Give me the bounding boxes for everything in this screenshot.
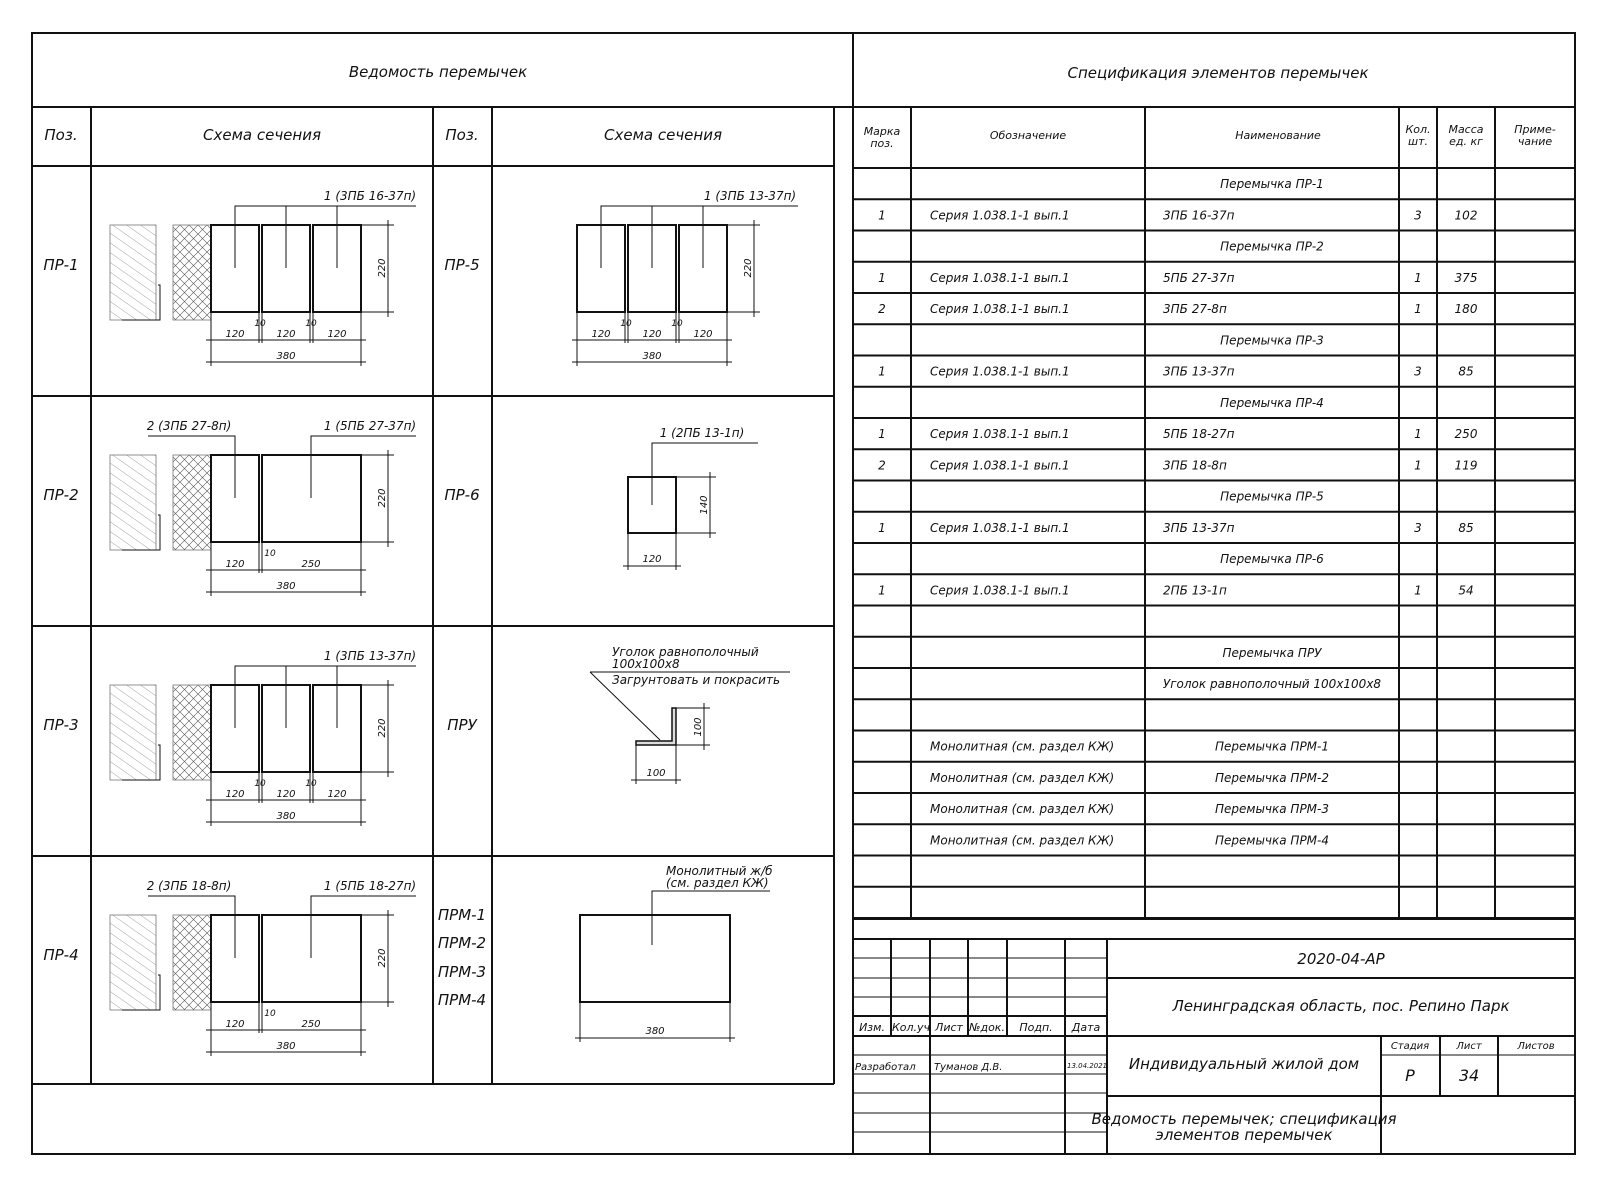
- tb-date: 13.04.2021: [1067, 1062, 1108, 1070]
- tb-doc-title: Ведомость перемычек; спецификация: [1091, 1110, 1397, 1128]
- spec-cell-designation: Серия 1.038.1-1 вып.1: [930, 270, 1070, 285]
- spec-cell-mass: 102: [1454, 208, 1478, 223]
- tb-data: Дата: [1071, 1021, 1101, 1034]
- spec-cell-qty: 3: [1414, 208, 1422, 223]
- pos-prm1: ПРМ-1: [437, 906, 487, 924]
- spec-cell-qty: 1: [1414, 427, 1422, 442]
- pos-prm4: ПРМ-4: [437, 991, 487, 1009]
- tb-sheet: 34: [1458, 1066, 1480, 1085]
- spec-cell-qty: 3: [1414, 364, 1422, 379]
- spec-cell-name: Перемычка ПР-3: [1220, 333, 1324, 348]
- dim: 120: [591, 329, 611, 340]
- spec-cell-qty: 1: [1414, 583, 1422, 598]
- dim-width: 380: [645, 1026, 665, 1037]
- note-monolithic: Монолитный ж/б: [666, 864, 773, 878]
- spec-cell-designation: Монолитная (см. раздел КЖ): [930, 802, 1115, 817]
- dim: 120: [276, 329, 296, 340]
- callout-label: 1 (3ПБ 13-37п): [703, 189, 797, 203]
- spec-cell-pos: 2: [878, 302, 886, 317]
- hdr-mass: Масса: [1448, 123, 1484, 136]
- spec-cell-name: 3ПБ 13-37п: [1163, 520, 1235, 535]
- spec-cell-name: 5ПБ 27-37п: [1163, 270, 1235, 285]
- hdr-mark: Марка: [863, 125, 901, 138]
- dim-height: 220: [743, 258, 754, 278]
- spec-cell-designation: Монолитная (см. раздел КЖ): [930, 833, 1115, 848]
- tb-stage: Р: [1405, 1066, 1415, 1085]
- spec-cell-pos: 1: [878, 520, 886, 535]
- dim-height: 100: [693, 717, 704, 737]
- tb-doc-title-2: элементов перемычек: [1155, 1126, 1333, 1144]
- spec-title: Спецификация элементов перемычек: [1067, 64, 1369, 82]
- hdr-mass-2: ед. кг: [1449, 135, 1483, 148]
- spec-cell-designation: Монолитная (см. раздел КЖ): [930, 739, 1115, 754]
- tb-code: 2020-04-АР: [1297, 950, 1385, 968]
- dim-width: 100: [646, 768, 666, 779]
- dim: 120: [327, 329, 347, 340]
- spec-cell-designation: Серия 1.038.1-1 вып.1: [930, 520, 1070, 535]
- spec-cell-name: Перемычка ПРМ-4: [1214, 833, 1330, 848]
- dim-height: 220: [377, 488, 388, 508]
- wall-hatch: [110, 225, 156, 320]
- scheme-pr2: [110, 419, 416, 596]
- pos-prm2: ПРМ-2: [437, 934, 487, 952]
- hdr-qty-2: шт.: [1408, 135, 1428, 148]
- note-angle-size: 100х100х8: [612, 657, 680, 671]
- dim: 10: [254, 779, 266, 789]
- hdr-mark-2: поз.: [870, 137, 894, 150]
- dim-height: 220: [377, 718, 388, 738]
- dim: 10: [254, 319, 266, 329]
- spec-cell-designation: Серия 1.038.1-1 вып.1: [930, 364, 1070, 379]
- callout-label: 2 (3ПБ 18-8п): [146, 879, 232, 893]
- angle-profile: [636, 708, 676, 745]
- spec-cell-qty: 3: [1414, 520, 1422, 535]
- spec-cell-designation: Монолитная (см. раздел КЖ): [930, 770, 1115, 785]
- spec-cell-name: 3ПБ 13-37п: [1163, 364, 1235, 379]
- dim-height: 220: [377, 948, 388, 968]
- callout-label: 1 (5ПБ 18-27п): [323, 879, 417, 893]
- spec-cell-name: 3ПБ 16-37п: [1163, 208, 1235, 223]
- spec-cell-pos: 2: [878, 458, 886, 473]
- pos-pr5: ПР-5: [444, 256, 480, 274]
- spec-cell-name: Перемычка ПР-2: [1220, 239, 1324, 254]
- spec-cell-mass: 85: [1458, 364, 1474, 379]
- callout-label: 1 (3ПБ 16-37п): [323, 189, 417, 203]
- spec-cell-pos: 1: [878, 208, 886, 223]
- scheme-pr3: [110, 649, 416, 826]
- tb-sheets-label: Листов: [1517, 1041, 1555, 1052]
- tb-sheet-label: Лист: [1456, 1041, 1482, 1052]
- spec-cell-name: Перемычка ПРМ-3: [1214, 802, 1330, 817]
- dim: 250: [301, 1019, 321, 1030]
- scheme-pru: [590, 645, 790, 784]
- dim: 120: [642, 329, 662, 340]
- spec-cell-pos: 1: [878, 364, 886, 379]
- tb-ndok: №док.: [969, 1021, 1005, 1034]
- pos-prm3: ПРМ-3: [437, 963, 487, 981]
- tb-izm: Изм.: [859, 1021, 885, 1034]
- scheme-pr6: [623, 426, 758, 570]
- insulation-hatch: [173, 455, 211, 550]
- col-scheme-header-2: Схема сечения: [603, 126, 723, 144]
- hdr-note: Приме-: [1514, 123, 1556, 136]
- tb-role: Разработал: [855, 1062, 916, 1073]
- dim-height: 140: [699, 495, 710, 515]
- spec-cell-mass: 250: [1454, 427, 1478, 442]
- note-paint: Загрунтовать и покрасить: [612, 673, 781, 687]
- spec-cell-pos: 1: [878, 583, 886, 598]
- dim: 10: [620, 319, 632, 329]
- dim: 120: [225, 329, 245, 340]
- monolithic-lintel: [580, 915, 730, 1002]
- insulation-hatch: [173, 685, 211, 780]
- spec-cell-name: Перемычка ПРМ-1: [1214, 739, 1330, 754]
- spec-cell-designation: Серия 1.038.1-1 вып.1: [930, 427, 1070, 442]
- spec-cell-qty: 1: [1414, 270, 1422, 285]
- callout-label: 2 (3ПБ 27-8п): [146, 419, 232, 433]
- tb-object: Индивидуальный жилой дом: [1128, 1055, 1360, 1073]
- insulation-hatch: [173, 915, 211, 1010]
- dim: 120: [225, 559, 245, 570]
- col-pos-header-2: Поз.: [445, 126, 479, 144]
- callout-label: 1 (5ПБ 27-37п): [323, 419, 417, 433]
- dim: 120: [327, 789, 347, 800]
- callout-label: 1 (2ПБ 13-1п): [659, 426, 745, 440]
- tb-list: Лист: [935, 1021, 963, 1034]
- tb-location: Ленинградская область, пос. Репино Парк: [1172, 997, 1510, 1015]
- pos-pr2: ПР-2: [43, 486, 79, 504]
- dim: 10: [264, 549, 276, 559]
- dim-total: 380: [276, 581, 296, 592]
- scheme-pr1: [110, 189, 416, 366]
- spec-cell-qty: 1: [1414, 302, 1422, 317]
- tb-koluch: Кол.уч: [891, 1021, 931, 1034]
- pos-pr4: ПР-4: [43, 946, 79, 964]
- dim: 120: [225, 789, 245, 800]
- spec-cell-mass: 119: [1454, 458, 1478, 473]
- dim-width: 120: [642, 554, 662, 565]
- spec-cell-name: 3ПБ 27-8п: [1163, 302, 1227, 317]
- spec-cell-mass: 54: [1458, 583, 1474, 598]
- scheme-prm: [575, 864, 773, 1042]
- dim: 10: [264, 1009, 276, 1019]
- spec-cell-pos: 1: [878, 427, 886, 442]
- title-block: [853, 939, 1575, 1154]
- spec-cell-name: 3ПБ 18-8п: [1163, 458, 1227, 473]
- insulation-hatch: [173, 225, 211, 320]
- scheme-pr4: [110, 879, 416, 1056]
- tb-author: Туманов Д.В.: [934, 1062, 1003, 1073]
- callout-label: 1 (3ПБ 13-37п): [323, 649, 417, 663]
- pos-pru: ПРУ: [447, 716, 477, 734]
- lintels-title: Ведомость перемычек: [348, 63, 528, 81]
- spec-cell-mass: 85: [1458, 520, 1474, 535]
- spec-cell-name: Уголок равнополочный 100х100х8: [1162, 677, 1382, 692]
- note-monolithic-ref: (см. раздел КЖ): [666, 876, 769, 890]
- spec-cell-designation: Серия 1.038.1-1 вып.1: [930, 458, 1070, 473]
- spec-cell-mass: 180: [1454, 302, 1478, 317]
- spec-cell-designation: Серия 1.038.1-1 вып.1: [930, 208, 1070, 223]
- spec-cell-designation: Серия 1.038.1-1 вып.1: [930, 583, 1070, 598]
- dim-total: 380: [276, 811, 296, 822]
- spec-cell-qty: 1: [1414, 458, 1422, 473]
- dim-total: 380: [642, 351, 662, 362]
- wall-hatch: [110, 455, 156, 550]
- spec-cell-mass: 375: [1454, 270, 1478, 285]
- dim: 10: [305, 779, 317, 789]
- wall-hatch: [110, 685, 156, 780]
- dim: 120: [225, 1019, 245, 1030]
- dim: 10: [671, 319, 683, 329]
- hdr-note-2: чание: [1517, 135, 1553, 148]
- dim: 250: [301, 559, 321, 570]
- dim-height: 220: [377, 258, 388, 278]
- dim: 120: [693, 329, 713, 340]
- tb-stage-label: Стадия: [1390, 1041, 1430, 1052]
- spec-cell-designation: Серия 1.038.1-1 вып.1: [930, 302, 1070, 317]
- scheme-pr5: [572, 189, 798, 366]
- spec-cell-name: Перемычка ПР-4: [1220, 395, 1324, 410]
- spec-cell-pos: 1: [878, 270, 886, 285]
- spec-rows: [853, 177, 1575, 918]
- hdr-name: Наименование: [1235, 129, 1321, 142]
- spec-cell-name: Перемычка ПРУ: [1222, 645, 1322, 660]
- sheet-frame: [32, 33, 1575, 1154]
- spec-cell-name: 5ПБ 18-27п: [1163, 427, 1235, 442]
- spec-cell-name: Перемычка ПРМ-2: [1214, 770, 1330, 785]
- spec-cell-name: Перемычка ПР-6: [1220, 552, 1324, 567]
- pos-pr6: ПР-6: [444, 486, 480, 504]
- spec-cell-name: 2ПБ 13-1п: [1163, 583, 1227, 598]
- col-scheme-header: Схема сечения: [202, 126, 322, 144]
- col-pos-header: Поз.: [44, 126, 78, 144]
- hdr-qty: Кол.: [1405, 123, 1431, 136]
- tb-podp: Подп.: [1019, 1021, 1053, 1034]
- note-angle: Уголок равнополочный: [612, 645, 759, 659]
- hdr-designation: Обозначение: [989, 129, 1067, 142]
- spec-cell-name: Перемычка ПР-5: [1220, 489, 1324, 504]
- dim-total: 380: [276, 1041, 296, 1052]
- dim: 120: [276, 789, 296, 800]
- spec-table: [853, 64, 1575, 919]
- spec-cell-name: Перемычка ПР-1: [1220, 177, 1324, 192]
- pos-pr3: ПР-3: [43, 716, 79, 734]
- wall-hatch: [110, 915, 156, 1010]
- dim-total: 380: [276, 351, 296, 362]
- pos-pr1: ПР-1: [43, 256, 79, 274]
- dim: 10: [305, 319, 317, 329]
